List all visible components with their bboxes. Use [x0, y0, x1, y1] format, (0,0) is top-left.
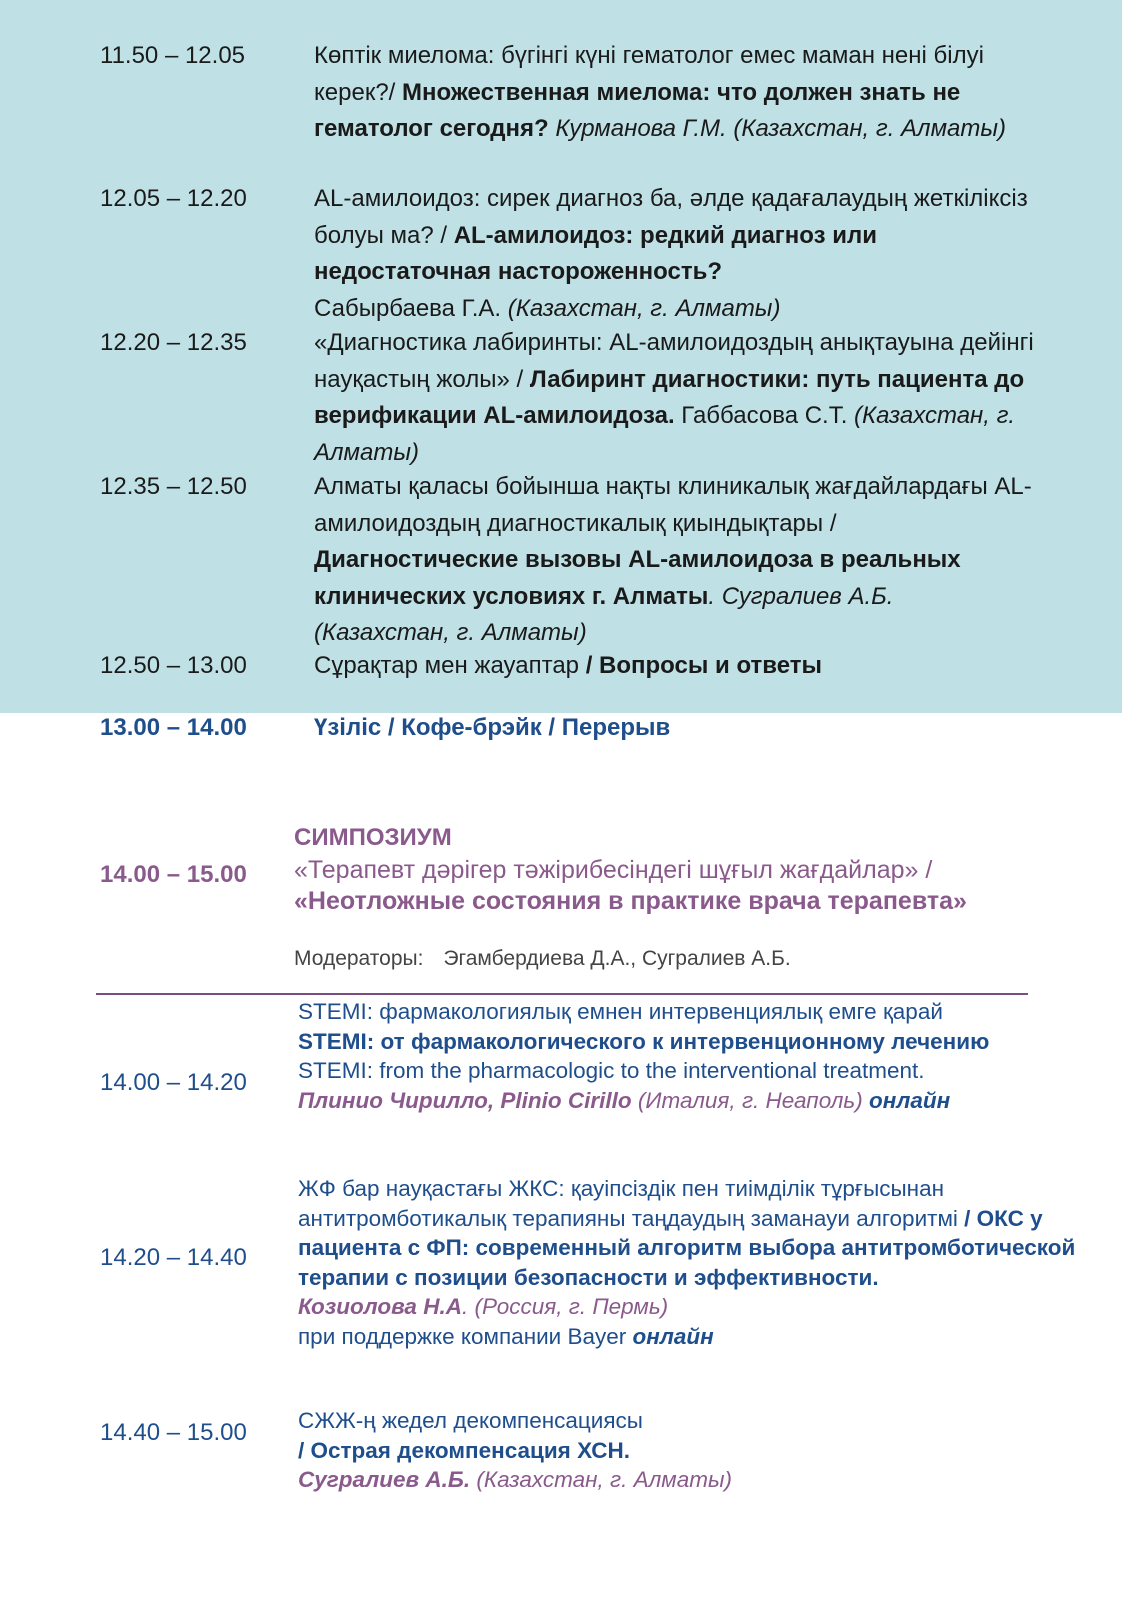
moderators-line: [294, 945, 791, 973]
title-kz: Көптік миелома: бүгінгі күні гематолог емес маман нені білуі керек?/: [314, 42, 984, 106]
title-ru: Множественная миелома: что должен знать не гематолог сегодня?: [314, 78, 961, 142]
talk-title-kz: СЖЖ-ң жедел декомпенсациясы: [298, 1408, 643, 1433]
symposium-title-ru: «Неотложные состояния в практике врача терапевта»: [294, 887, 967, 915]
talk-speaker-location: . (Россия, г. Пермь): [461, 1294, 669, 1319]
talk-title-en: STEMI: from the pharmacologic to the interventional treatment.: [298, 1058, 925, 1083]
session-time: 12.05 – 12.20: [100, 185, 247, 212]
talk-time: 14.00 – 14.20: [100, 1069, 247, 1096]
talk-title-ru: / ОКС у пациента с ФП: современный алгоритм выбора антитромботической терапии с позиции безопасности и эффективности.: [298, 1205, 1076, 1290]
talk-description: [298, 997, 1078, 1115]
speaker: . Сугралиев А.Б. (Казахстан, г. Алматы): [314, 582, 894, 646]
talk-mode: онлайн: [632, 1323, 714, 1349]
session-time: 11.50 – 12.05: [100, 42, 246, 69]
talk-time: 14.40 – 15.00: [100, 1419, 247, 1446]
talk-speaker-location: (Италия, г. Неаполь): [631, 1087, 869, 1113]
title-kz: «Диагностика лабиринты: AL-амилоидоздың анықтауына дейінгі науқастың жолы» /: [314, 329, 1034, 393]
session-time: 12.35 – 12.50: [100, 473, 247, 500]
session-description: [314, 648, 1034, 685]
break-label: Үзіліс / Кофе-брэйк / Перерыв: [314, 714, 671, 741]
break-time: 13.00 – 14.00: [100, 714, 247, 741]
session-description: [314, 325, 1034, 471]
title-ru: Лабиринт диагностики: путь пациента до верификации AL-амилоидоза.: [314, 365, 1025, 429]
session-time: 12.20 – 12.35: [100, 329, 247, 356]
title-ru: / Вопросы и ответы: [585, 652, 822, 679]
talk-speaker-name: Плинио Чирилло, Plinio Cirillo: [298, 1087, 632, 1113]
talk-speaker-name: Сугралиев А.Б.: [298, 1467, 471, 1492]
section-divider: [96, 993, 1028, 995]
session-time: 12.50 – 13.00: [100, 652, 247, 679]
talk-mode: онлайн: [868, 1087, 951, 1113]
symposium-title: [294, 855, 1094, 917]
talk-title-kz: STEMI: фармакологиялық емнен интервенциялық емге қарай: [298, 999, 943, 1024]
symposium-label: СИМПОЗИУМ: [294, 824, 452, 851]
title-kz: Алматы қаласы бойынша нақты клиникалық жағдайлардағы AL-амилоидоздың диагностикалық қиындықтары /: [314, 473, 1032, 537]
speaker: Курманова Г.М. (Казахстан, г. Алматы): [548, 115, 1007, 142]
talk-title-ru: / Острая декомпенсация ХСН.: [298, 1437, 630, 1463]
session-description: [314, 469, 1034, 652]
talk-description: [298, 1406, 1078, 1495]
session-description: [314, 181, 1034, 327]
talk-speaker-name: Козиолова Н.А: [298, 1294, 462, 1319]
title-kz: AL-амилоидоз: сирек диагноз ба, әлде қадағалаудың жеткіліксіз болуы ма? /: [314, 185, 1028, 249]
talk-title-kz: ЖФ бар науқастағы ЖКС: қауіпсіздік пен тиімділік тұрғысынан антитромботикалық терапияны таңдаудың заманауи алгоритмі: [298, 1176, 965, 1231]
talk-support: при поддержке компании Bayer: [298, 1323, 633, 1349]
talk-description: [298, 1174, 1078, 1351]
talk-title-ru: STEMI: от фармакологического к интервенционному лечению: [298, 1028, 990, 1054]
speaker-name: Сабырбаева Г.А.: [314, 294, 508, 322]
moderators-label: Модераторы:: [294, 947, 424, 970]
title-kz: Сұрақтар мен жауаптар: [314, 652, 586, 679]
talk-time: 14.20 – 14.40: [100, 1244, 247, 1271]
moderators-names: Эгамбердиева Д.А., Сугралиев А.Б.: [443, 947, 791, 970]
speaker-location: (Казахстан, г. Алматы): [314, 402, 1016, 466]
speaker-location: (Казахстан, г. Алматы): [507, 294, 781, 322]
symposium-title-kz: «Терапевт дәрігер тәжірибесіндегі шұғыл жағдайлар» /: [294, 856, 933, 884]
symposium-time: 14.00 – 15.00: [100, 861, 247, 888]
title-ru: Диагностические вызовы AL-амилоидоза в реальных клинических условиях г. Алматы: [314, 546, 961, 610]
title-ru: AL-амилоидоз: редкий диагноз или недостаточная настороженность?: [314, 221, 877, 285]
speaker-name: Габбасова С.Т.: [674, 402, 855, 429]
session-description: [314, 38, 1034, 148]
talk-speaker-location: (Казахстан, г. Алматы): [470, 1467, 732, 1492]
